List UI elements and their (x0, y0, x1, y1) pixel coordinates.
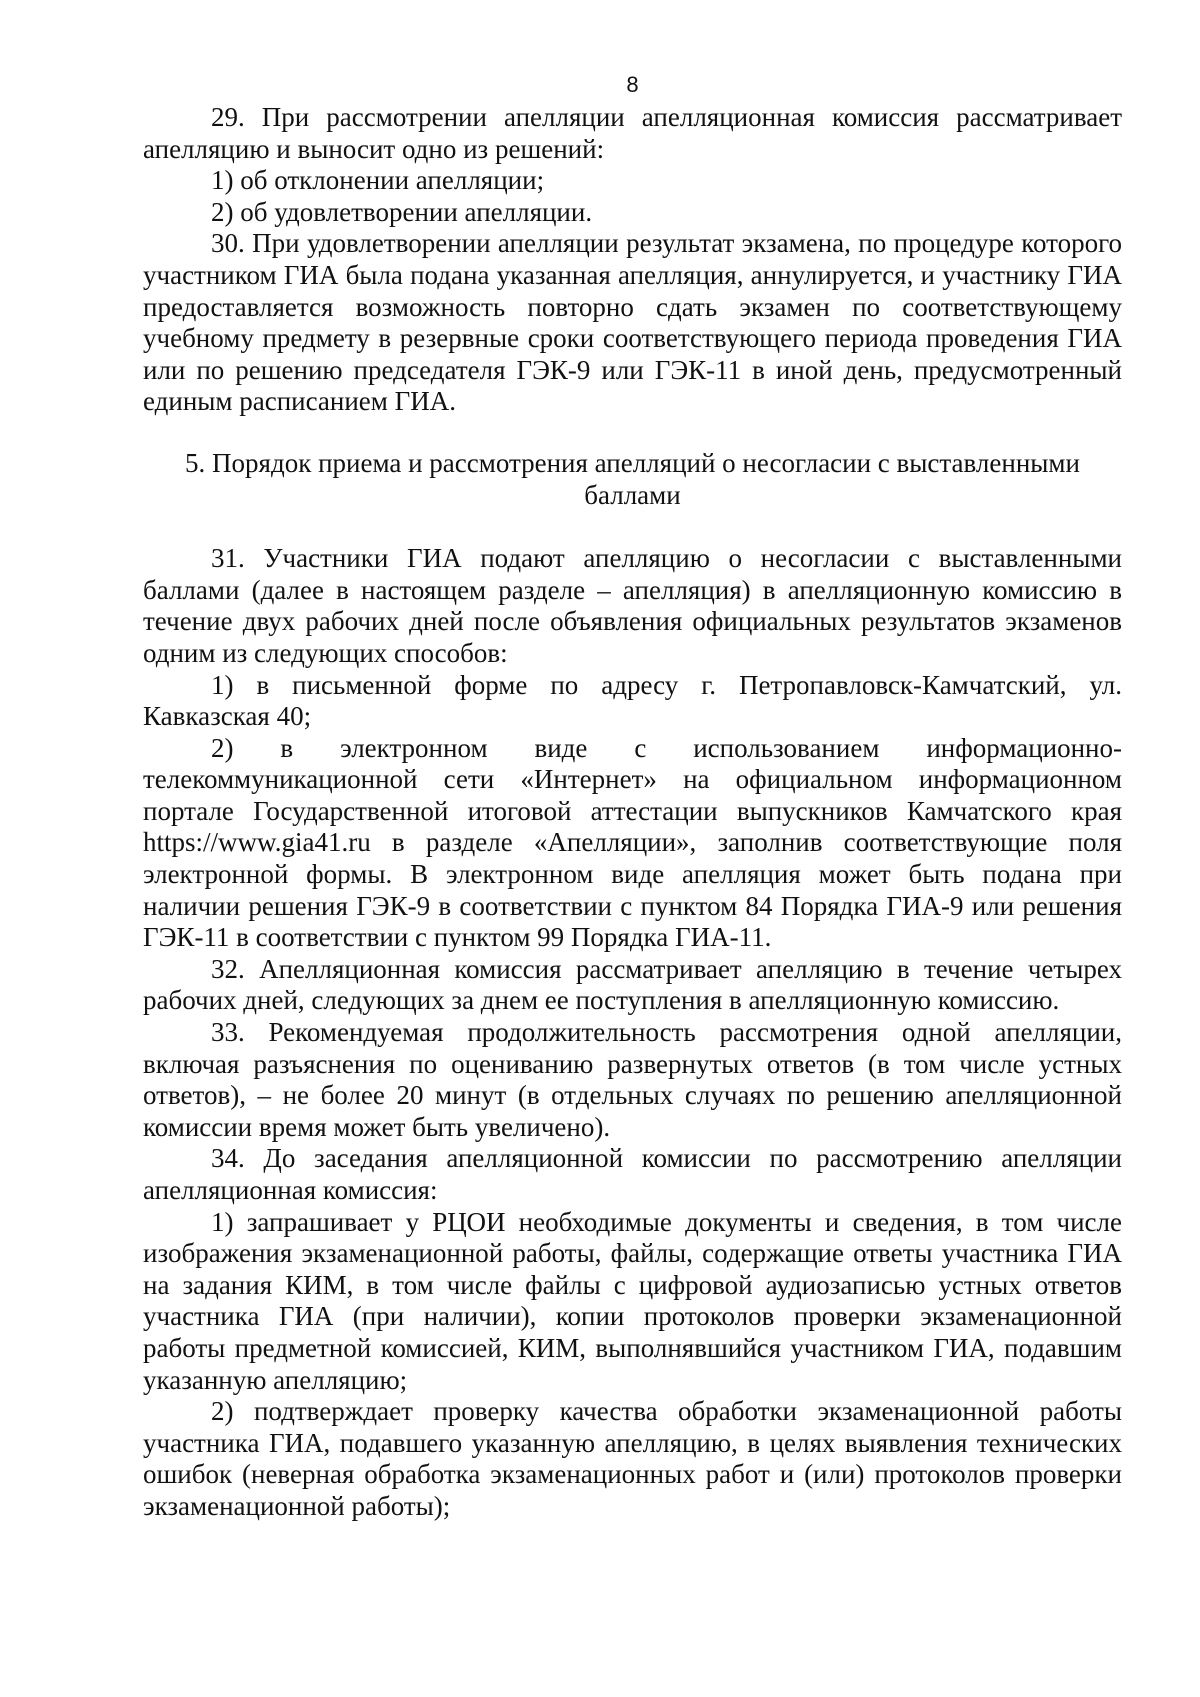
paragraph-33: 33. Рекомендуемая продолжительность рассмотрения одной апелляции, включая разъяснения по оцениванию развернутых ответов (в том числе устных ответов), – не более 20 минут (в отдельных случаях по решению апелляционной комиссии время может быть увеличено). (143, 1017, 1122, 1142)
list-item-request-documents: 1) запрашивает у РЦОИ необходимые документы и сведения, в том числе изображения экзаменационной работы, файлы, содержащие ответы участника ГИА на задания КИМ, в том числе файлы с цифровой аудиозаписью устных ответов участника ГИА (при наличии), копии протоколов проверки экзаменационной работы предметной комиссией, КИМ, выполнявшийся участником ГИА, подавшим указанную апелляцию; (143, 1206, 1122, 1395)
list-item-accept: 2) об удовлетворении апелляции. (211, 196, 593, 227)
paragraph-32: 32. Апелляционная комиссия рассматривает апелляцию в течение четырех рабочих дней, следующих за днем ее поступления в апелляционную комиссию. (143, 953, 1122, 1016)
paragraph-34: 34. До заседания апелляционной комиссии по рассмотрению апелляции апелляционная комиссия: (143, 1143, 1122, 1205)
paragraph-31: 31. Участники ГИА подают апелляцию о несогласии с выставленными баллами (далее в настоящем разделе – апелляция) в апелляционную комиссию в течение двух рабочих дней после объявления официальных результатов экзаменов одним из следующих способов: (143, 543, 1122, 668)
paragraph-29: 29. При рассмотрении апелляции апелляционная комиссия рассматривает апелляцию и выносит одно из решений: (143, 102, 1122, 164)
list-item-electronic-form: 2) в электронном виде с использованием информационно-телекоммуникационной сети «Интернет» на официальном информационном портале Государственной итоговой аттестации выпускников Камчатского края https://www.gia41.ru в разделе «Апелляции», заполнив соответствующие поля электронной формы. В электронном виде апелляция может быть подана при наличии решения ГЭК-9 в соответствии с пунктом 84 Порядка ГИА-9 или решения ГЭК-11 в соответствии с пунктом 99 Порядка ГИА-11. (143, 732, 1122, 953)
page-number: 8 (626, 72, 639, 97)
list-item-confirm-processing: 2) подтверждает проверку качества обработки экзаменационной работы участника ГИА, подавшего указанную апелляцию, в целях выявления технических ошибок (неверная обработка экзаменационных работ и (или) протоколов проверки экзаменационной работы); (143, 1396, 1122, 1521)
list-item-reject: 1) об отклонении апелляции; (211, 165, 545, 196)
paragraph-30: 30. При удовлетворении апелляции результат экзамена, по процедуре которого участником ГИА была подана указанная апелляция, аннулируется, и участнику ГИА предоставляется возможность повторно сдать экзамен по соответствующему учебному предмету в резервные сроки соответствующего периода проведения ГИА или по решению председателя ГЭК-9 или ГЭК-11 в иной день, предусмотренный единым расписанием ГИА. (143, 228, 1122, 417)
section-heading: 5. Порядок приема и рассмотрения апелляций о несогласии с выставленными баллами (185, 447, 1080, 510)
list-item-written-form: 1) в письменной форме по адресу г. Петропавловск-Камчатский, ул. Кавказская 40; (143, 669, 1122, 732)
